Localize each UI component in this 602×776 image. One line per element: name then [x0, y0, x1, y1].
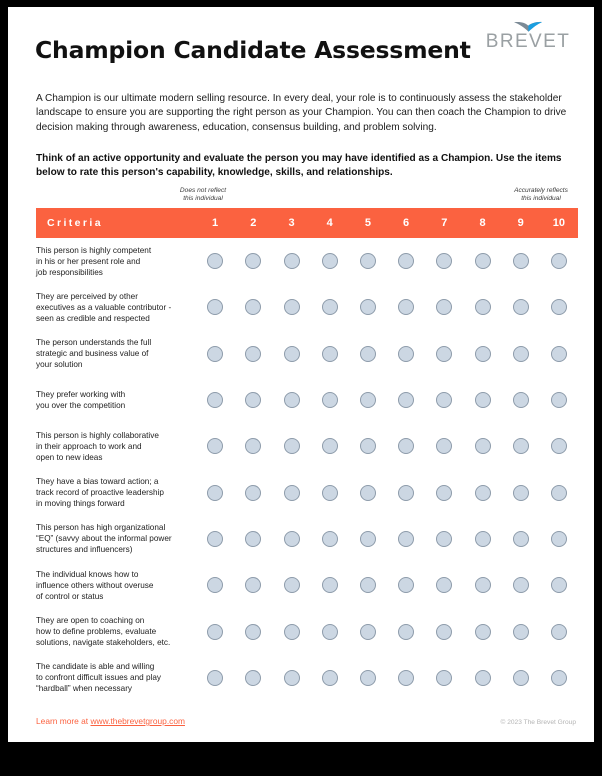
page-title: Champion Candidate Assessment [35, 36, 471, 64]
rating-bubble-4[interactable] [322, 392, 338, 408]
rating-cell[interactable] [349, 346, 387, 362]
criteria-label-line: This person is highly competent [36, 245, 152, 255]
rating-bubble-2[interactable] [245, 670, 261, 686]
rating-cell[interactable] [540, 392, 578, 408]
rating-cell[interactable] [425, 531, 463, 547]
criteria-label-line: This person has high organizational [36, 523, 166, 533]
rating-bubble-6[interactable] [398, 438, 414, 454]
scale-caption-low [148, 187, 258, 204]
rating-cell[interactable] [234, 670, 272, 686]
rating-bubble-3[interactable] [284, 670, 300, 686]
rating-cell[interactable] [425, 346, 463, 362]
rating-cell[interactable] [272, 299, 310, 315]
criteria-label-line: structures and influencers) [36, 545, 133, 555]
rating-bubble-7[interactable] [436, 531, 452, 547]
rating-cell[interactable] [425, 670, 463, 686]
scale-header-1: 1 [212, 217, 219, 229]
rating-bubble-7[interactable] [436, 670, 452, 686]
rating-bubble-9[interactable] [513, 253, 529, 269]
rating-cell[interactable] [234, 392, 272, 408]
criteria-label [36, 661, 196, 694]
footer-learn-more [36, 716, 185, 726]
criteria-label-line: The individual knows how to [36, 569, 139, 579]
rating-cell[interactable] [387, 346, 425, 362]
criteria-column-header: Criteria [47, 217, 103, 229]
rating-cell[interactable] [387, 485, 425, 501]
scale-caption-low-line1: Does not reflect [179, 187, 227, 194]
rating-cell[interactable] [234, 438, 272, 454]
criteria-row [36, 655, 578, 701]
rating-bubble-10[interactable] [551, 392, 567, 408]
rating-cell[interactable] [502, 624, 540, 640]
rating-bubble-5[interactable] [360, 485, 376, 501]
rating-bubble-5[interactable] [360, 346, 376, 362]
rating-bubble-5[interactable] [360, 577, 376, 593]
criteria-label-line: open to new ideas [36, 452, 103, 462]
rating-bubble-7[interactable] [436, 485, 452, 501]
rating-cell[interactable] [311, 438, 349, 454]
rating-bubble-2[interactable] [245, 438, 261, 454]
rating-bubble-3[interactable] [284, 577, 300, 593]
rating-cell[interactable] [463, 392, 501, 408]
scale-header-3: 3 [288, 217, 295, 229]
rating-cell[interactable] [463, 346, 501, 362]
criteria-label-line: This person is highly collaborative [36, 430, 159, 440]
rating-cell[interactable] [311, 485, 349, 501]
rating-cell[interactable] [272, 531, 310, 547]
rating-cell[interactable] [234, 485, 272, 501]
criteria-label-line: in their approach to work and [36, 441, 142, 451]
rating-bubble-7[interactable] [436, 577, 452, 593]
rating-cell[interactable] [425, 392, 463, 408]
rating-cell[interactable] [311, 531, 349, 547]
rating-bubble-4[interactable] [322, 624, 338, 640]
rating-cell[interactable] [463, 438, 501, 454]
rating-table [36, 208, 578, 701]
rating-cell[interactable] [502, 485, 540, 501]
rating-bubble-1[interactable] [207, 577, 223, 593]
rating-cell[interactable] [463, 624, 501, 640]
scale-header-4: 4 [326, 217, 333, 229]
rating-bubble-8[interactable] [475, 670, 491, 686]
rating-bubble-6[interactable] [398, 670, 414, 686]
rating-cell[interactable] [540, 670, 578, 686]
rating-cell[interactable] [425, 624, 463, 640]
rating-cell[interactable] [463, 253, 501, 269]
rating-bubble-8[interactable] [475, 346, 491, 362]
rating-bubble-9[interactable] [513, 299, 529, 315]
rating-bubble-7[interactable] [436, 253, 452, 269]
scale-header-2: 2 [250, 217, 257, 229]
criteria-label [36, 476, 196, 509]
rating-bubble-9[interactable] [513, 392, 529, 408]
rating-bubble-1[interactable] [207, 438, 223, 454]
rating-cell[interactable] [502, 577, 540, 593]
rating-cell[interactable] [502, 531, 540, 547]
rating-bubble-5[interactable] [360, 392, 376, 408]
criteria-label-line: They are open to coaching on [36, 615, 145, 625]
criteria-label [36, 430, 196, 463]
rating-cell[interactable] [311, 299, 349, 315]
rating-bubble-10[interactable] [551, 346, 567, 362]
criteria-label [36, 615, 196, 648]
rating-bubble-8[interactable] [475, 438, 491, 454]
criteria-row [36, 469, 578, 515]
rating-bubble-1[interactable] [207, 624, 223, 640]
rating-bubble-3[interactable] [284, 299, 300, 315]
rating-bubble-9[interactable] [513, 577, 529, 593]
page-footer [36, 716, 576, 726]
scale-caption-high-line2: this individual [521, 195, 561, 203]
rating-bubble-8[interactable] [475, 531, 491, 547]
rating-bubble-4[interactable] [322, 346, 338, 362]
rating-cell[interactable] [540, 624, 578, 640]
rating-cell[interactable] [234, 624, 272, 640]
criteria-label-line: The person understands the full [36, 338, 152, 348]
rating-cell[interactable] [196, 531, 234, 547]
rating-cell[interactable] [311, 346, 349, 362]
rating-cell[interactable] [272, 392, 310, 408]
rating-bubble-3[interactable] [284, 438, 300, 454]
rating-bubble-1[interactable] [207, 670, 223, 686]
rating-cell[interactable] [540, 346, 578, 362]
rating-cell[interactable] [540, 577, 578, 593]
rating-cell[interactable] [196, 392, 234, 408]
rating-cell[interactable] [234, 299, 272, 315]
rating-bubble-3[interactable] [284, 624, 300, 640]
rating-bubble-5[interactable] [360, 299, 376, 315]
criteria-row [36, 423, 578, 469]
rating-bubble-3[interactable] [284, 253, 300, 269]
rating-cell[interactable] [540, 253, 578, 269]
rating-cell[interactable] [234, 253, 272, 269]
rating-bubble-7[interactable] [436, 346, 452, 362]
rating-bubble-3[interactable] [284, 531, 300, 547]
rating-cell[interactable] [425, 253, 463, 269]
rating-cell[interactable] [272, 346, 310, 362]
rating-bubble-5[interactable] [360, 624, 376, 640]
scale-header-6: 6 [403, 217, 410, 229]
rating-bubble-10[interactable] [551, 531, 567, 547]
rating-cell[interactable] [425, 438, 463, 454]
rating-bubble-6[interactable] [398, 253, 414, 269]
criteria-row [36, 331, 578, 377]
rating-cell[interactable] [349, 577, 387, 593]
brevet-wordmark: BREVET [485, 31, 571, 52]
rating-cell[interactable] [463, 485, 501, 501]
rating-cell[interactable] [387, 253, 425, 269]
rating-cell[interactable] [196, 670, 234, 686]
rating-bubble-6[interactable] [398, 392, 414, 408]
rating-bubble-10[interactable] [551, 299, 567, 315]
criteria-row [36, 238, 578, 284]
rating-bubble-6[interactable] [398, 624, 414, 640]
footer-learn-more-prefix: Learn more at [36, 716, 91, 726]
brevet-website-link[interactable]: www.thebrevetgroup.com [90, 716, 185, 726]
rating-cell[interactable] [311, 624, 349, 640]
rating-bubble-2[interactable] [245, 577, 261, 593]
criteria-label-line: strategic and business value of [36, 349, 149, 359]
rating-cell[interactable] [502, 438, 540, 454]
rating-bubble-6[interactable] [398, 299, 414, 315]
scale-header-5: 5 [364, 217, 371, 229]
rating-bubble-6[interactable] [398, 485, 414, 501]
rating-cell[interactable] [502, 299, 540, 315]
rating-cell[interactable] [272, 438, 310, 454]
rating-cell[interactable] [349, 299, 387, 315]
criteria-label [36, 522, 196, 555]
rating-bubble-1[interactable] [207, 253, 223, 269]
rating-cell[interactable] [349, 438, 387, 454]
scale-header-9: 9 [517, 217, 524, 229]
rating-bubble-2[interactable] [245, 392, 261, 408]
rating-cell[interactable] [425, 485, 463, 501]
rating-cell[interactable] [234, 346, 272, 362]
rating-bubble-2[interactable] [245, 485, 261, 501]
rating-bubble-9[interactable] [513, 670, 529, 686]
rating-cell[interactable] [196, 346, 234, 362]
rating-bubble-4[interactable] [322, 299, 338, 315]
criteria-label-line: in his or her present role and [36, 256, 141, 266]
rating-cell[interactable] [349, 624, 387, 640]
rating-bubble-10[interactable] [551, 253, 567, 269]
rating-cell[interactable] [387, 392, 425, 408]
rating-bubble-10[interactable] [551, 670, 567, 686]
rating-cell[interactable] [272, 485, 310, 501]
scale-header-8: 8 [479, 217, 486, 229]
criteria-row [36, 562, 578, 608]
criteria-label [36, 569, 196, 602]
criteria-label [36, 389, 196, 411]
rating-bubble-10[interactable] [551, 624, 567, 640]
rating-cell[interactable] [196, 624, 234, 640]
rating-cell[interactable] [272, 624, 310, 640]
rating-bubble-9[interactable] [513, 624, 529, 640]
criteria-label-line: executives as a valuable contributor - [36, 302, 172, 312]
rating-bubble-8[interactable] [475, 577, 491, 593]
rating-cell[interactable] [463, 670, 501, 686]
rating-bubble-9[interactable] [513, 438, 529, 454]
rating-cell[interactable] [349, 670, 387, 686]
rating-cell[interactable] [540, 531, 578, 547]
rating-cell[interactable] [234, 531, 272, 547]
rating-cell[interactable] [540, 485, 578, 501]
rating-cell[interactable] [349, 531, 387, 547]
rating-cell[interactable] [387, 624, 425, 640]
criteria-label [36, 337, 196, 370]
rating-bubble-8[interactable] [475, 485, 491, 501]
rating-cell[interactable] [311, 577, 349, 593]
rating-cell[interactable] [387, 577, 425, 593]
rating-bubble-8[interactable] [475, 392, 491, 408]
rating-bubble-8[interactable] [475, 253, 491, 269]
rating-bubble-1[interactable] [207, 392, 223, 408]
rating-bubble-5[interactable] [360, 670, 376, 686]
table-header-row [36, 208, 578, 238]
rating-cell[interactable] [272, 577, 310, 593]
criteria-row [36, 608, 578, 654]
rating-cell[interactable] [502, 346, 540, 362]
intro-paragraph: A Champion is our ultimate modern selling resource. In every deal, your role is to continuously assess the stakeholder landscape to ensure you are supporting the right person as your Champion. You can then coach the Champion to drive decision making through awareness, education, consensus building, and problem solving. [36, 93, 567, 133]
criteria-label-line: how to define problems, evaluate [36, 626, 157, 636]
criteria-label-line: “EQ” (savvy about the informal power [36, 534, 172, 544]
rating-cell[interactable] [540, 438, 578, 454]
rating-cell[interactable] [349, 253, 387, 269]
criteria-label-line: job responsibilities [36, 267, 103, 277]
rating-bubble-7[interactable] [436, 438, 452, 454]
rating-cell[interactable] [463, 299, 501, 315]
rating-bubble-2[interactable] [245, 531, 261, 547]
rating-bubble-1[interactable] [207, 346, 223, 362]
criteria-label [36, 245, 196, 278]
criteria-label-line: track record of proactive leadership [36, 488, 164, 498]
rating-bubble-6[interactable] [398, 531, 414, 547]
criteria-label-line: seen as credible and respected [36, 313, 150, 323]
rating-bubble-1[interactable] [207, 485, 223, 501]
rating-bubble-1[interactable] [207, 531, 223, 547]
criteria-label [36, 291, 196, 324]
rating-bubble-5[interactable] [360, 438, 376, 454]
rating-cell[interactable] [196, 485, 234, 501]
rating-cell[interactable] [196, 577, 234, 593]
rating-cell[interactable] [502, 253, 540, 269]
scale-caption-low-line2: this individual [183, 195, 223, 203]
rating-bubble-4[interactable] [322, 253, 338, 269]
rating-bubble-9[interactable] [513, 346, 529, 362]
rating-bubble-1[interactable] [207, 299, 223, 315]
rating-bubble-3[interactable] [284, 346, 300, 362]
rating-cell[interactable] [425, 577, 463, 593]
rating-bubble-2[interactable] [245, 624, 261, 640]
rating-cell[interactable] [463, 531, 501, 547]
criteria-label-line: They have a bias toward action; a [36, 476, 159, 486]
rating-bubble-4[interactable] [322, 438, 338, 454]
rating-cell[interactable] [502, 392, 540, 408]
rating-cell[interactable] [196, 438, 234, 454]
criteria-label-line: you over the competition [36, 401, 126, 411]
rating-bubble-6[interactable] [398, 346, 414, 362]
rating-cell[interactable] [311, 253, 349, 269]
brevet-logo [480, 21, 576, 61]
rating-bubble-5[interactable] [360, 531, 376, 547]
rating-cell[interactable] [387, 438, 425, 454]
criteria-label-line: your solution [36, 360, 83, 370]
rating-bubble-2[interactable] [245, 253, 261, 269]
rating-bubble-10[interactable] [551, 485, 567, 501]
criteria-row [36, 284, 578, 330]
rating-bubble-8[interactable] [475, 624, 491, 640]
rating-cell[interactable] [463, 577, 501, 593]
rating-bubble-9[interactable] [513, 531, 529, 547]
rating-cell[interactable] [387, 531, 425, 547]
criteria-label-line: influence others without overuse [36, 580, 154, 590]
rating-bubble-10[interactable] [551, 438, 567, 454]
footer-copyright: © 2023 The Brevet Group [500, 719, 576, 726]
criteria-label-line: in moving things forward [36, 499, 125, 509]
criteria-label-line: “hardball” when necessary [36, 684, 133, 694]
criteria-label-line: They are perceived by other [36, 291, 138, 301]
rating-cell[interactable] [196, 299, 234, 315]
criteria-row [36, 377, 578, 423]
rating-cell[interactable] [272, 670, 310, 686]
rating-cell[interactable] [502, 670, 540, 686]
rating-bubble-4[interactable] [322, 531, 338, 547]
scale-header-7: 7 [441, 217, 448, 229]
rating-bubble-7[interactable] [436, 624, 452, 640]
rating-cell[interactable] [272, 253, 310, 269]
rating-cell[interactable] [234, 577, 272, 593]
rating-bubble-4[interactable] [322, 485, 338, 501]
rating-bubble-8[interactable] [475, 299, 491, 315]
rating-bubble-9[interactable] [513, 485, 529, 501]
criteria-label-line: They prefer working with [36, 389, 126, 399]
rating-cell[interactable] [387, 299, 425, 315]
rating-bubble-10[interactable] [551, 577, 567, 593]
rating-cell[interactable] [196, 253, 234, 269]
scale-caption-high [486, 187, 596, 204]
rating-cell[interactable] [387, 670, 425, 686]
rating-bubble-2[interactable] [245, 299, 261, 315]
rating-cell[interactable] [311, 670, 349, 686]
criteria-row [36, 516, 578, 562]
criteria-label-line: of control or status [36, 591, 104, 601]
rating-cell[interactable] [425, 299, 463, 315]
criteria-label-line: to confront difficult issues and play [36, 673, 162, 683]
document-page [8, 7, 594, 742]
rating-bubble-2[interactable] [245, 346, 261, 362]
scale-header-10: 10 [552, 217, 566, 229]
rating-bubble-3[interactable] [284, 485, 300, 501]
rating-bubble-3[interactable] [284, 392, 300, 408]
rating-cell[interactable] [349, 392, 387, 408]
rating-bubble-4[interactable] [322, 670, 338, 686]
rating-bubble-7[interactable] [436, 299, 452, 315]
criteria-label-line: The candidate is able and willing [36, 662, 155, 672]
rating-cell[interactable] [540, 299, 578, 315]
rating-bubble-5[interactable] [360, 253, 376, 269]
rating-cell[interactable] [349, 485, 387, 501]
instruction-paragraph: Think of an active opportunity and evaluate the person you may have identified as a Champion. Use the items below to rate this person's capability, knowledge, skills, and relationships. [36, 153, 562, 179]
rating-bubble-4[interactable] [322, 577, 338, 593]
rating-bubble-7[interactable] [436, 392, 452, 408]
rating-cell[interactable] [311, 392, 349, 408]
criteria-label-line: solutions, navigate stakeholders, etc. [36, 638, 171, 648]
scale-caption-high-line1: Accurately reflects [514, 187, 568, 194]
rating-bubble-6[interactable] [398, 577, 414, 593]
